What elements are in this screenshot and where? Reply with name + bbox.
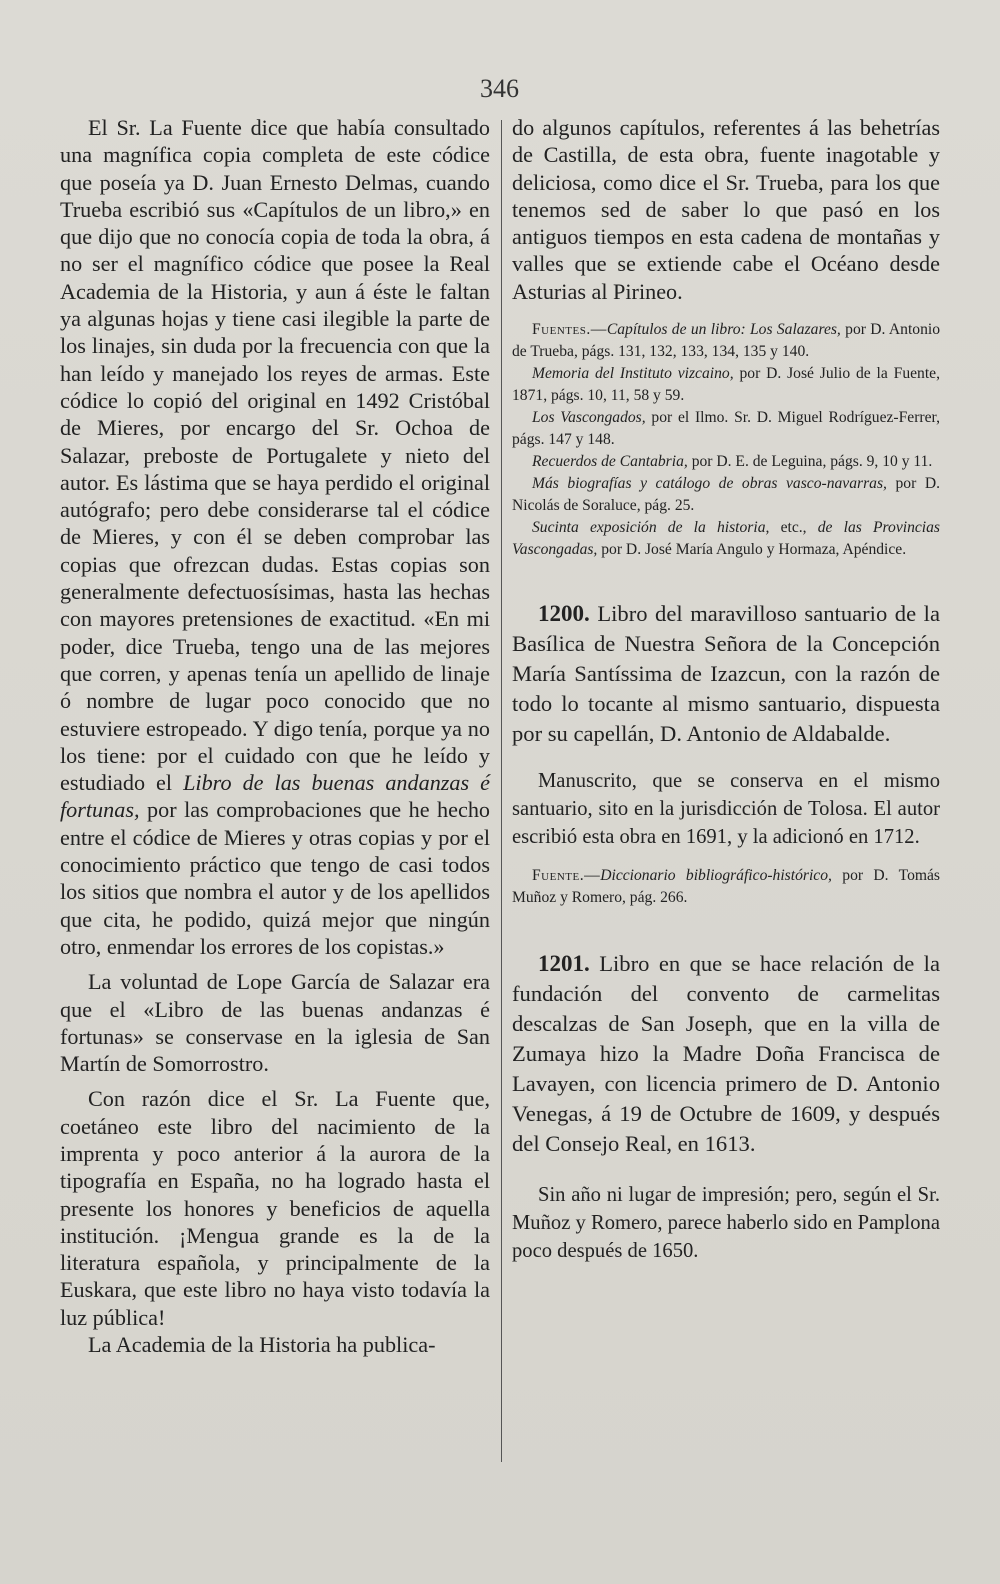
column-divider (501, 120, 502, 1462)
left-paragraph-1: El Sr. La Fuente dice que había consultado una magnífica copia completa de este códice que poseía ya D. Juan Ernesto Delmas, cuando Trueba escribió sus «Capítulos de un libro,» en que dijo que no conocía copia de toda la obra, á no ser el magnífico códice que posee la Real Academia de la Historia, y aun á éste le faltan ya algunas hojas y tiene casi ilegible la parte de los linajes, sin duda por la frecuencia con que la han leído y manejado los reyes de armas. Este códice lo copió del original en 1492 Cristóbal de Mieres, por encargo del Sr. Ochoa de Salazar, preboste de Portugalete y nieto del autor. Es lástima que se haya perdido el original autógrafo; pero debe considerarse tal el códice de Mieres, y con él se deben comprobar las copias que ofrezcan dudas. Estas copias son generalmente defectuosísimas, hasta las hechas con mayores pretensiones de exactitud. «En mi poder, dice Trueba, tengo una de las mejores que corren, y apenas tenía un apellido de linaje ó nombre de lugar poco conocido que no estuviere estropeado. Y digo tenía, porque ya no los tiene: por el cuidado con que he leído y estudiado el Libro de las buenas andanzas é fortunas, por las comprobaciones que he hecho entre el códice de Mieres y otras copias y por el conocimiento práctico que tengo de casi todos los sitios que nombra el autor y de los apellidos que cita, he podido, quizá mejor que ningún otro, enmendar los errores de los copistas.» (60, 115, 491, 959)
entry-number: 1201. (538, 951, 590, 977)
page-number: 346 (480, 74, 519, 103)
left-paragraph-4: La Academia de la Historia ha publica- (88, 1332, 436, 1358)
source-2: Memoria del Instituto vizcaino, por D. José Julio de la Fuente, 1871, págs. 10, 11, 58 y 59. (512, 365, 940, 405)
source-4: Recuerdos de Cantabria, por D. E. de Leguina, págs. 9, 10 y 11. (532, 453, 933, 471)
left-paragraph-3: Con razón dice el Sr. La Fuente que, coetáneo este libro del nacimiento de la imprenta y poco anterior á la aurora de la tipografía en España, no ha logrado hasta el presente los honores y beneficios de aquella institución. ¡Mengua grande es la de la literatura española, y principalmente de la Euskara, que este libro no haya visto todavía la luz pública! (60, 1086, 490, 1330)
entry-1200-note: Manuscrito, que se conserva en el mismo santuario, sito en la jurisdicción de Tolosa. El autor escribió esta obra en 1691, y la adicionó en 1712. (512, 770, 940, 849)
left-paragraph-2: La voluntad de Lope García de Salazar era que el «Libro de las buenas andanzas é fortunas» se conservase en la iglesia de San Martín de Somorrostro. (60, 969, 490, 1077)
entry-1201-title: 1201. Libro en que se hace relación de la fundación del convento de carmelitas descalzas de San Joseph, que en la villa de Zumaya hizo la Madre Doña Francisca de Lavayen, con licencia primero de D. Antonio Venegas, á 19 de Octubre de 1609, y después del Consejo Real, en 1613. (512, 951, 940, 1157)
source-6: Sucinta exposición de la historia, etc., de las Provincias Vascongadas, por D. José María Angulo y Hormaza, Apéndice. (512, 519, 940, 559)
right-column (512, 114, 940, 1265)
source-5: Más biografías y catálogo de obras vasco-navarras, por D. Nicolás de Soraluce, pág. 25. (512, 475, 940, 515)
entry-1200-title: 1200. Libro del maravilloso santuario de la Basílica de Nuestra Señora de la Concepción María Santíssima de Izazcun, con la razón de todo lo tocante al mismo santuario, dispuesta por su capellán, D. Antonio de Aldabalde. (512, 601, 940, 747)
right-paragraph-1: do algunos capítulos, referentes á las behetrías de Castilla, de esta obra, fuente inagotable y deliciosa, como dice el Sr. Trueba, para los que tenemos sed de saber lo que pasó en los antiguos tiempos en esta cadena de montañas y valles que se extiende cabe el Océano desde Asturias al Pirineo. (512, 115, 940, 304)
entry-1200-source: Fuente.—Diccionario bibliográfico-histórico, por D. Tomás Muñoz y Romero, pág. 266. (512, 867, 940, 907)
entry-1200 (512, 599, 940, 909)
source-1: Fuentes.—Capítulos de un libro: Los Salazares, por D. Antonio de Trueba, págs. 131, 132, 133, 134, 135 y 140. (512, 321, 941, 361)
book-title-italic: Libro de las buenas andanzas é fortunas, (60, 770, 491, 823)
entry-1201-note: Sin año ni lugar de impresión; pero, según el Sr. Muñoz y Romero, parece haberlo sido en Pamplona poco después de 1650. (512, 1184, 940, 1263)
left-column (60, 114, 490, 1358)
entry-1201 (512, 949, 940, 1265)
entry-number: 1200. (538, 601, 590, 627)
sources-block (512, 319, 940, 561)
source-3: Los Vascongados, por el Ilmo. Sr. D. Miguel Rodríguez-Ferrer, págs. 147 y 148. (512, 409, 940, 449)
